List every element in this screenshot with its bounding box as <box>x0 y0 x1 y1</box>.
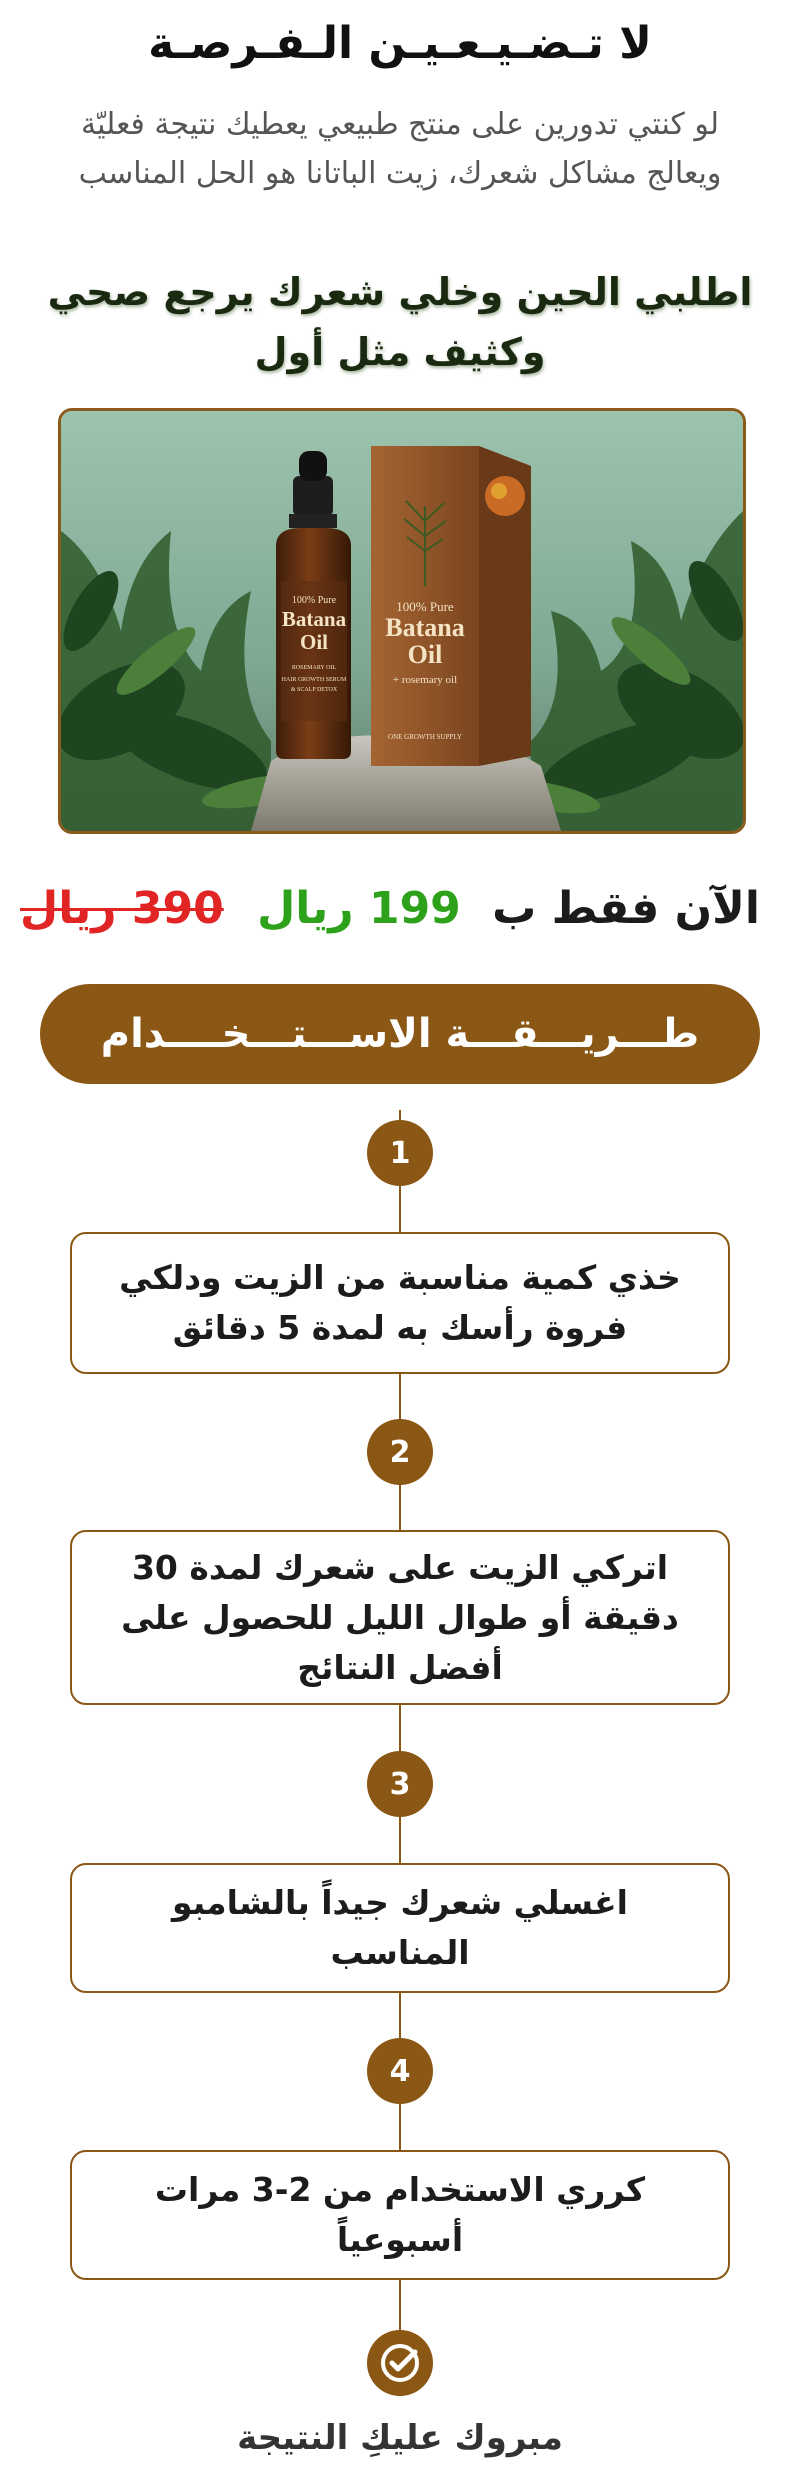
price-label: الآن فقط ب <box>492 882 760 934</box>
box-text-supply: ONE GROWTH SUPPLY <box>388 733 462 741</box>
box-text-oil: Oil <box>407 640 443 669</box>
price-row <box>20 880 760 940</box>
step-number-2: 2 <box>367 1419 433 1485</box>
product-image <box>58 408 746 834</box>
step-number-4: 4 <box>367 2038 433 2104</box>
box-text-rosemary: + rosemary oil <box>392 674 458 686</box>
step-card-2: اتركي الزيت على شعرك لمدة 30 دقيقة أو طوال الليل للحصول على أفضل النتائج <box>70 1530 730 1705</box>
intro-text: لو كنتي تدورين على منتج طبيعي يعطيك نتيجة فعليّة ويعالج مشاكل شعرك، زيت الباتانا هو الحل المناسب <box>78 107 722 191</box>
offer-headline: لا تـضـيـعـيـن الـفـرصـة <box>148 18 652 69</box>
step-card-4: كرري الاستخدام من 2-3 مرات أسبوعياً <box>70 2150 730 2280</box>
cta-heading: اطلبي الحين وخلي شعرك يرجع صحي وكثيف مثل أول <box>47 270 753 374</box>
old-price: 390 ريال <box>20 882 224 934</box>
box-text-pure: 100% Pure <box>396 599 454 614</box>
check-circle-icon <box>367 2330 433 2396</box>
new-price: 199 ريال <box>257 882 461 934</box>
bottle-text-oil: Oil <box>299 630 329 654</box>
result-text: مبروك عليكِ النتيجة <box>237 2418 563 2458</box>
bottle-text-batana: Batana <box>281 607 347 631</box>
bottle-text-serum: HAIR GROWTH SERUM <box>281 677 347 683</box>
step-card-1: خذي كمية مناسبة من الزيت ودلكي فروة رأسك به لمدة 5 دقائق <box>70 1232 730 1374</box>
bottle-text-detox: & SCALP DETOX <box>290 687 338 693</box>
step-card-3: اغسلي شعرك جيداً بالشامبو المناسب <box>70 1863 730 1993</box>
step-number-3: 3 <box>367 1751 433 1817</box>
box-text-batana: Batana <box>385 613 465 642</box>
bottle-text-rosemary: ROSEMARY OIL <box>291 665 337 671</box>
step-number-1: 1 <box>367 1120 433 1186</box>
usage-banner: طـــريـــقـــة الاســـتـــخــــدام <box>40 984 760 1084</box>
bottle-text-pure: 100% Pure <box>291 595 337 606</box>
